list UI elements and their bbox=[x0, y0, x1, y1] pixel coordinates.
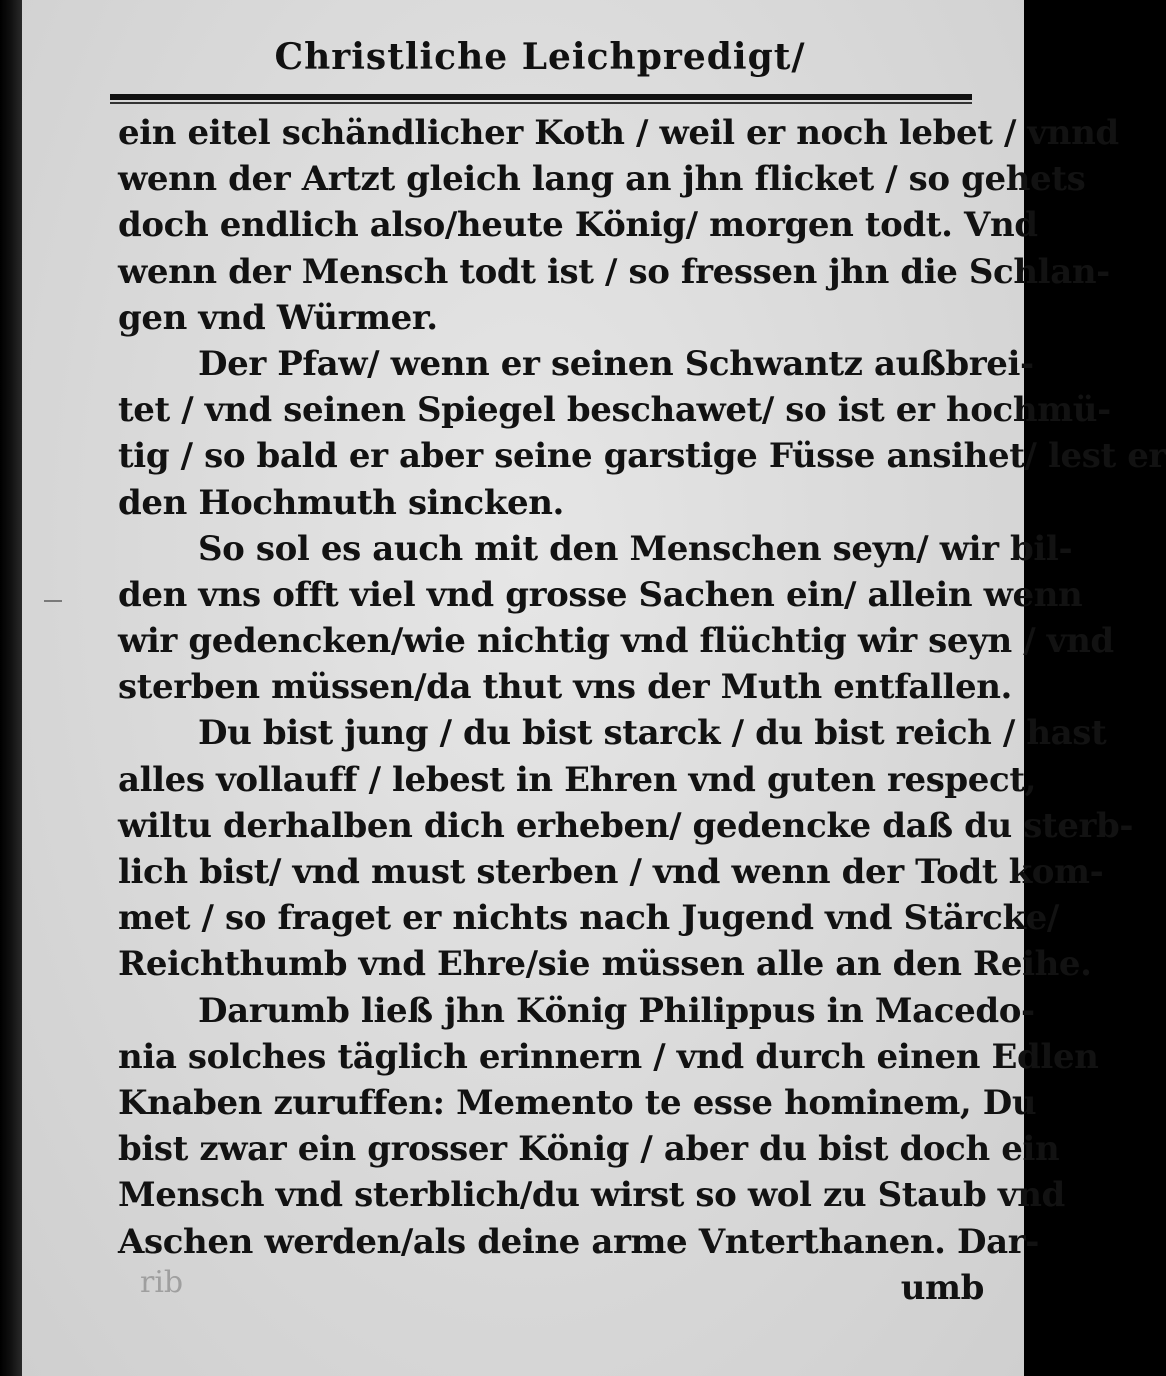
header-rule bbox=[110, 94, 972, 100]
running-head: Christliche Leichpredigt/ bbox=[274, 36, 806, 78]
text-line: Mensch vnd sterblich/du wirst so wol zu Staub vnd bbox=[118, 1175, 1065, 1216]
signature-mark: rib bbox=[140, 1265, 184, 1300]
text-line: Darumb ließ jhn König Philippus in Macedo- bbox=[198, 990, 1035, 1031]
text-line: ein eitel schändlicher Koth / weil er noch lebet / vnnd bbox=[118, 113, 1119, 153]
text-line: Aschen werden/als deine arme Vnterthanen. Dar- bbox=[118, 1221, 1039, 1262]
margin-mark bbox=[44, 600, 62, 602]
text-line: lich bist/ vnd must sterben / vnd wenn der Todt kom- bbox=[118, 852, 1104, 892]
catchword: umb bbox=[900, 1267, 984, 1308]
text-line: sterben müssen/da thut vns der Muth entfallen. bbox=[118, 667, 1012, 708]
text-line: Reichthumb vnd Ehre/sie müssen alle an den Reihe. bbox=[118, 944, 1092, 985]
text-line: wiltu derhalben dich erheben/ gedencke daß du sterb- bbox=[118, 805, 1134, 846]
text-line: nia solches täglich erinnern / vnd durch einen Edlen bbox=[118, 1036, 1099, 1077]
text-line: So sol es auch mit den Menschen seyn/ wir bil- bbox=[198, 528, 1073, 569]
header-rule-thin bbox=[110, 102, 972, 104]
text-line: tet / vnd seinen Spiegel beschawet/ so ist er hochmü- bbox=[118, 390, 1111, 431]
text-line: gen vnd Würmer. bbox=[118, 297, 438, 338]
text-line: Du bist jung / du bist starck / du bist reich / hast bbox=[198, 713, 1107, 754]
text-line: Knaben zuruffen: Memento te esse hominem, Du bbox=[118, 1082, 1037, 1123]
text-line: wir gedencken/wie nichtig vnd flüchtig wir seyn / vnd bbox=[118, 621, 1114, 662]
text-line: den Hochmuth sincken. bbox=[118, 482, 564, 523]
text-line: tig / so bald er aber seine garstige Füsse ansihet/ lest er bbox=[118, 436, 1166, 477]
text-line: wenn der Artzt gleich lang an jhn flicket / so gehets bbox=[118, 159, 1086, 200]
page-gutter-shadow bbox=[0, 0, 22, 1376]
text-line: doch endlich also/heute König/ morgen todt. Vnd bbox=[118, 205, 1038, 246]
text-line: Der Pfaw/ wenn er seinen Schwantz außbrei- bbox=[198, 343, 1034, 384]
body-text bbox=[118, 110, 1166, 1311]
text-line: alles vollauff / lebest in Ehren vnd guten respect, bbox=[118, 759, 1037, 800]
text-line: den vns offt viel vnd grosse Sachen ein/ allein wenn bbox=[118, 574, 1083, 615]
text-line: met / so fraget er nichts nach Jugend vnd Stärcke/ bbox=[118, 898, 1059, 939]
text-line: bist zwar ein grosser König / aber du bist doch ein bbox=[118, 1129, 1060, 1170]
text-line: wenn der Mensch todt ist / so fressen jhn die Schlan- bbox=[118, 251, 1110, 292]
